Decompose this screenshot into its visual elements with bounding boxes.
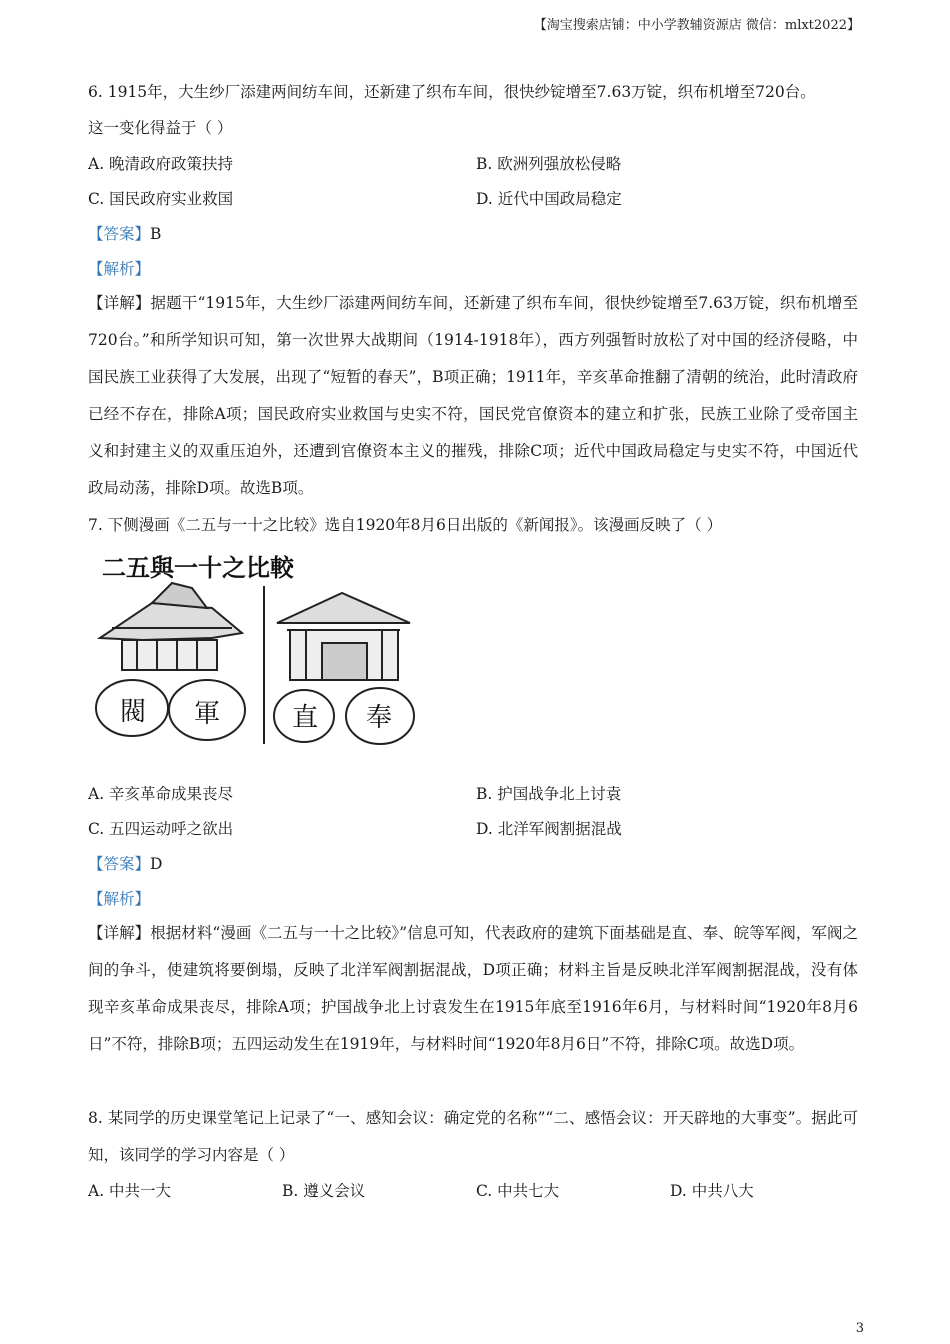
q6-detail-label: 【详解】	[88, 294, 151, 312]
q7-stem: 7. 下侧漫画《二五与一十之比较》选自1920年8月6日出版的《新闻报》。该漫画反映了（ ）	[88, 516, 723, 534]
q8-option-a: A. 中共一大	[88, 1182, 172, 1200]
q6-option-d: D. 近代中国政局稳定	[476, 190, 622, 208]
q8-option-d: D. 中共八大	[670, 1182, 754, 1200]
q8-option-b: B. 遵义会议	[282, 1182, 366, 1200]
q6-detail	[88, 285, 858, 507]
q6-option-a: A. 晚清政府政策扶持	[88, 155, 234, 173]
q6-stem-line1: 6. 1915年，大生纱厂添建两间纺车间，还新建了织布车间，很快纱锭增至7.63万锭，织布机增至720台。	[88, 83, 816, 101]
q7-option-d: D. 北洋军阀割据混战	[476, 820, 622, 838]
q8-stem: 8. 某同学的历史课堂笔记上记录了“一、感知会议：确定党的名称”“二、感悟会议：开天辟地的大事变”。据此可知，该同学的学习内容是（ ）	[88, 1109, 858, 1164]
q6-analysis-label: 【解析】	[88, 260, 151, 278]
q6-answer	[88, 224, 161, 244]
q7-cartoon-title: 二五與一十之比較	[102, 553, 294, 582]
q6-answer-value: B	[150, 225, 162, 243]
page-header: 【淘宝搜索店铺：中小学教辅资源店 微信：mlxt2022】	[533, 18, 860, 33]
q7-detail-label: 【详解】	[88, 924, 151, 942]
q6-detail-text: 据题干“1915年，大生纱厂添建两间纺车间，还新建了织布车间，很快纱锭增至7.63万锭，织布机增至720台。”和所学知识可知，第一次世界大战期间（1914-1918年），西方列强暂时放松了对中国的经济侵略，中国民族工业获得了大发展，出现了“短暂的春天”，B项正确；1911年，辛亥革命推翻了清朝的统治，此时清政府已经不存在，排除A项；国民政府实业救国与史实不符，国民党官僚资本的建立和扩张，民族工业除了受帝国主义和封建主义的双重压迫外，还遭到官僚资本主义的摧残，排除C项；近代中国政局稳定与史实不符，中国近代政局动荡，排除D项。故选B项。	[88, 294, 858, 497]
page-number: 3	[855, 1321, 864, 1336]
q7-answer	[88, 854, 162, 874]
cartoon-label-left-2: 軍	[194, 699, 221, 729]
q7-analysis-label: 【解析】	[88, 890, 151, 908]
q6-answer-label: 【答案】	[88, 225, 151, 243]
q7-answer-value: D	[150, 855, 163, 873]
q8-option-c: C. 中共七大	[476, 1182, 560, 1200]
cartoon-label-right-2: 奉	[366, 703, 393, 733]
cartoon-label-left-1: 閥	[120, 697, 147, 727]
q7-option-a: A. 辛亥革命成果丧尽	[88, 785, 234, 803]
q7-option-c: C. 五四运动呼之欲出	[88, 820, 234, 838]
cartoon-label-right-1: 直	[292, 703, 319, 733]
q6-option-c: C. 国民政府实业救国	[88, 190, 234, 208]
collapsing-building-drawing	[96, 583, 245, 740]
q7-cartoon-image	[92, 548, 422, 748]
q7-detail-text: 根据材料“漫画《二五与一十之比较》”信息可知，代表政府的建筑下面基础是直、奉、皖等军阀，军阀之间的争斗，使建筑将要倒塌，反映了北洋军阀割据混战，D项正确；材料主旨是反映北洋军阀割据混战，没有体现辛亥革命成果丧尽，排除A项；护国战争北上讨袁发生在1915年底至1916年6月，与材料时间“1920年8月6日”不符，排除B项；五四运动发生在1919年，与材料时间“1920年8月6日”不符，排除C项。故选D项。	[88, 924, 858, 1053]
q6-option-b: B. 欧洲列强放松侵略	[476, 155, 622, 173]
q7-option-b: B. 护国战争北上讨袁	[476, 785, 622, 803]
q6-stem-line2: 这一变化得益于（ ）	[88, 119, 233, 137]
q7-detail	[88, 915, 858, 1100]
q7-answer-label: 【答案】	[88, 855, 151, 873]
